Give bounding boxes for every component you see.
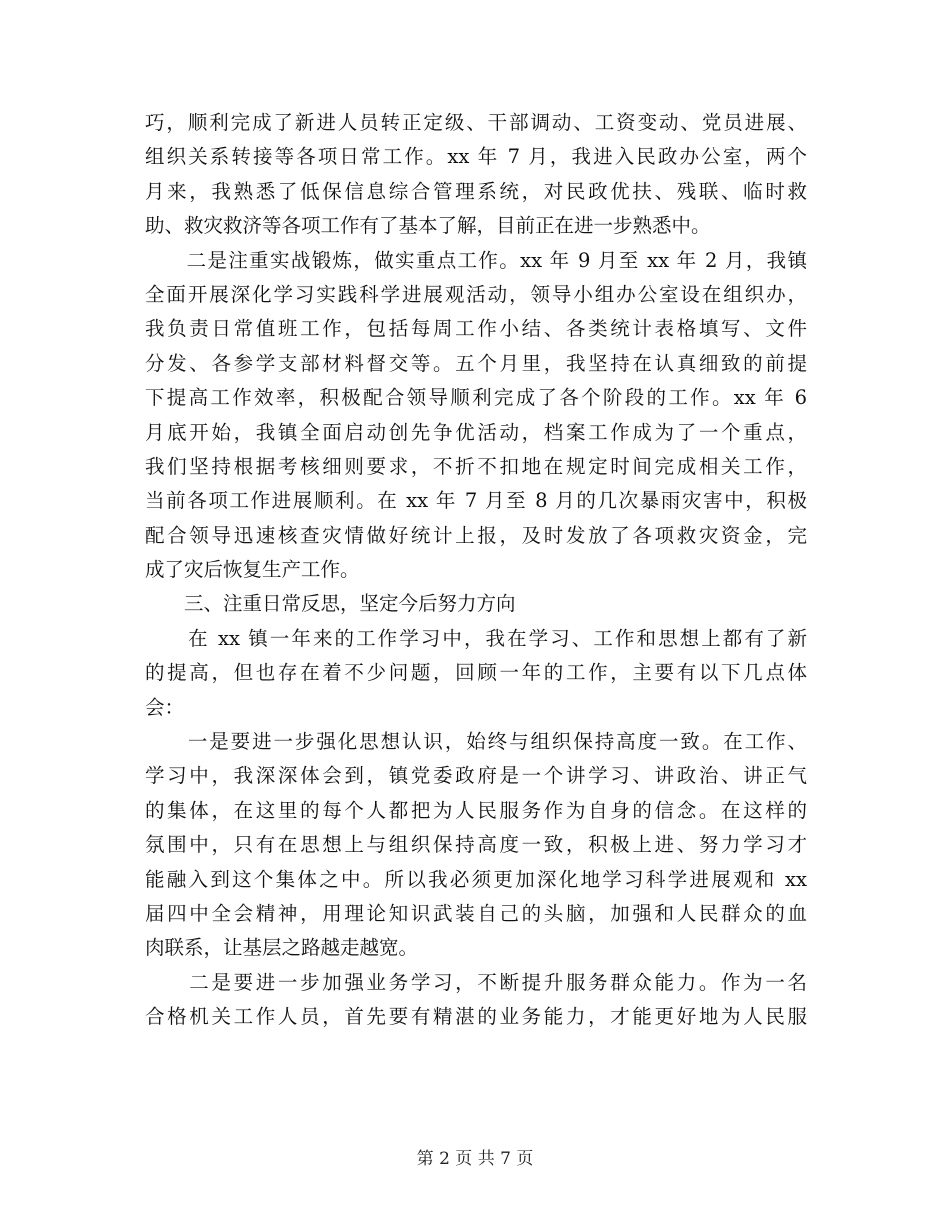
text-line-9: 下提高工作效率，积极配合领导顺利完成了各个阶段的工作。xx 年 6 bbox=[145, 386, 807, 410]
text-line-24: 届四中全会精神，用理论知识武装自己的头脑，加强和人民群众的血 bbox=[145, 901, 807, 925]
text-line-6: 全面开展深化学习实践科学进展观活动，领导小组办公室设在组织办， bbox=[145, 282, 807, 306]
text-line-13: 配合领导迅速核查灾情做好统计上报，及时发放了各项救灾资金，完 bbox=[145, 523, 807, 547]
text-line-10: 月底开始，我镇全面启动创先争优活动，档案工作成为了一个重点， bbox=[145, 420, 807, 444]
text-line-7: 我负责日常值班工作，包括每周工作小结、各类统计表格填写、文件 bbox=[145, 317, 807, 341]
text-line-11: 我们坚持根据考核细则要求，不折不扣地在规定时间完成相关工作， bbox=[145, 454, 807, 478]
text-line-26: 二是要进一步加强业务学习，不断提升服务群众能力。作为一名 bbox=[145, 970, 807, 994]
text-line-19: 一是要进一步强化思想认识，始终与组织保持高度一致。在工作、 bbox=[145, 730, 807, 754]
body-text bbox=[145, 106, 807, 1035]
text-line-4: 助、救灾救济等各项工作有了基本了解，目前正在进一步熟悉中。 bbox=[145, 214, 711, 238]
text-line-20: 学习中，我深深体会到，镇党委政府是一个讲学习、讲政治、讲正气 bbox=[145, 764, 807, 788]
text-line-3: 月来，我熟悉了低保信息综合管理系统，对民政优扶、残联、临时救 bbox=[145, 179, 807, 203]
text-line-21: 的集体，在这里的每个人都把为人民服务作为自身的信念。在这样的 bbox=[145, 798, 807, 822]
text-line-5: 二是注重实战锻炼，做实重点工作。xx 年 9 月至 xx 年 2 月，我镇 bbox=[145, 248, 807, 272]
text-line-16: 在 xx 镇一年来的工作学习中，我在学习、工作和思想上都有了新 bbox=[145, 626, 807, 650]
text-line-22: 氛围中，只有在思想上与组织保持高度一致，积极上进、努力学习才 bbox=[145, 833, 807, 857]
text-line-1: 巧，顺利完成了新进人员转正定级、干部调动、工资变动、党员进展、 bbox=[145, 111, 807, 134]
text-line-23: 能融入到这个集体之中。所以我必须更加深化地学习科学进展观和 xx bbox=[145, 867, 807, 891]
text-line-2: 组织关系转接等各项日常工作。xx 年 7 月，我进入民政办公室，两个 bbox=[145, 145, 807, 169]
text-line-12: 当前各项工作进展顺利。在 xx 年 7 月至 8 月的几次暴雨灾害中，积极 bbox=[145, 489, 807, 513]
page-footer: 第 2 页 共 7 页 bbox=[416, 1149, 534, 1169]
text-line-25: 肉联系，让基层之路越走越宽。 bbox=[145, 936, 419, 960]
text-line-15: 三、注重日常反思，坚定今后努力方向 bbox=[145, 592, 516, 616]
text-line-14: 成了灾后恢复生产工作。 bbox=[145, 558, 360, 582]
text-line-8: 分发、各参学支部材料督交等。五个月里，我坚持在认真细致的前提 bbox=[145, 351, 807, 375]
text-line-17: 的提高，但也存在着不少问题，回顾一年的工作，主要有以下几点体 bbox=[145, 661, 807, 685]
text-line-27: 合格机关工作人员，首先要有精湛的业务能力，才能更好地为人民服 bbox=[145, 1005, 807, 1029]
text-line-18: 会： bbox=[145, 695, 185, 719]
